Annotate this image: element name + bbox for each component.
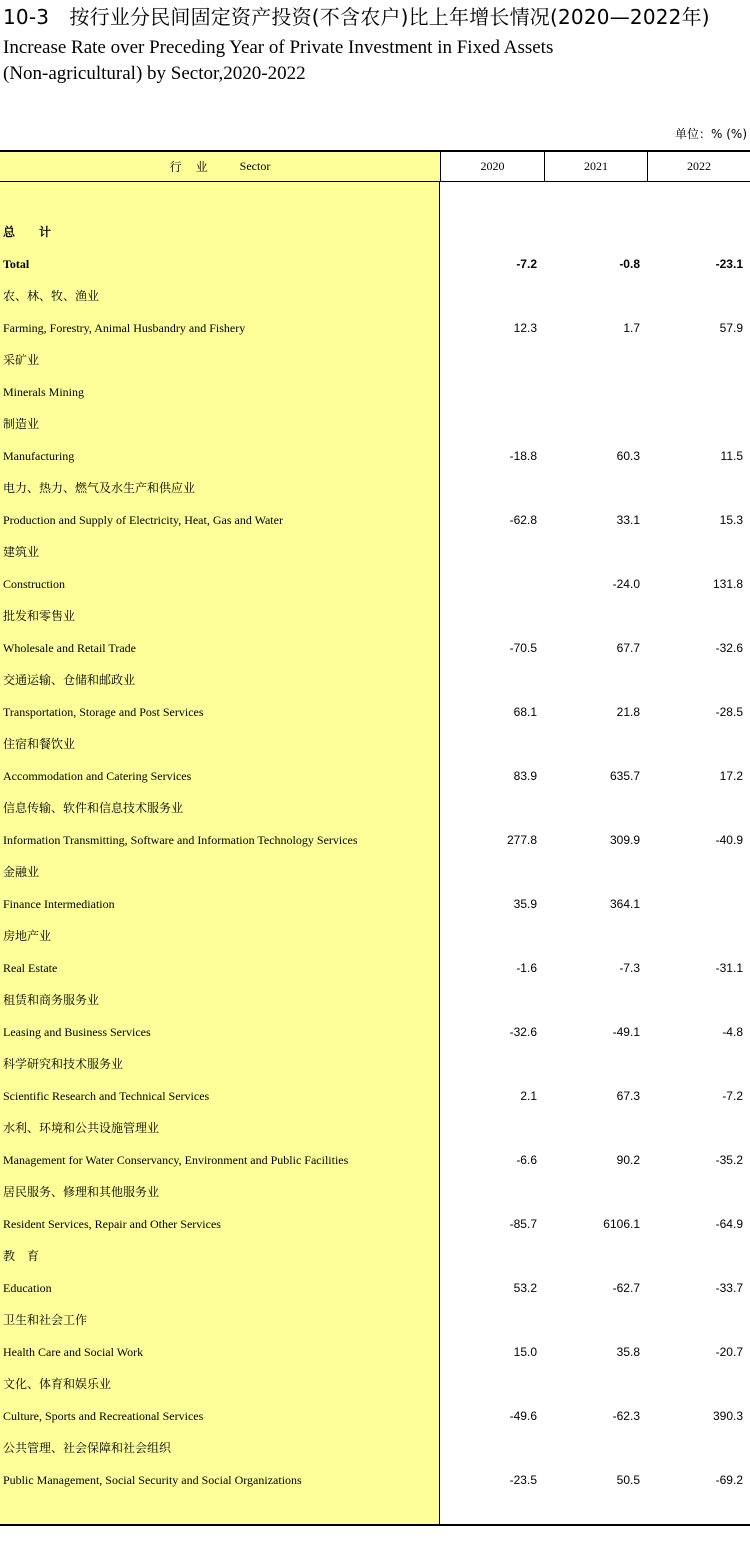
table-row [0, 248, 750, 280]
table-row [0, 536, 750, 568]
sector-name-en: Culture, Sports and Recreational Services [3, 1409, 204, 1423]
value-2021: -0.8 [619, 257, 640, 271]
value-2020: -32.6 [509, 1025, 537, 1039]
table-row [0, 696, 750, 728]
sector-name-en: Construction [3, 577, 65, 591]
sector-name-cn: 制造业 [3, 417, 40, 431]
value-2020: 68.1 [513, 705, 537, 719]
sector-name-en: Real Estate [3, 961, 58, 975]
value-2020: -7.2 [516, 257, 537, 271]
table-row [0, 312, 750, 344]
value-2020: -49.6 [509, 1409, 537, 1423]
value-2020: 35.9 [513, 897, 537, 911]
table-row [0, 1432, 750, 1464]
sector-name-en: Public Management, Social Security and Social Organizations [3, 1473, 302, 1487]
value-2020: 2.1 [520, 1089, 537, 1103]
sector-name-cn: 住宿和餐饮业 [3, 737, 76, 751]
table-row [0, 1368, 750, 1400]
table-header [0, 152, 750, 182]
table-row [0, 1144, 750, 1176]
header-year-2022: 2022 [647, 152, 750, 181]
unit-label: 单位：% (%) [675, 127, 747, 141]
value-2021: 309.9 [609, 833, 640, 847]
sector-name-cn: 卫生和社会工作 [3, 1313, 88, 1327]
sector-name-cn: 总 计 [3, 225, 52, 239]
table-row [0, 664, 750, 696]
sector-name-cn: 农、林、牧、渔业 [3, 289, 100, 303]
table-row [0, 632, 750, 664]
header-sector-en: Sector [239, 159, 271, 173]
sector-name-cn: 租赁和商务服务业 [3, 993, 100, 1007]
value-2022: -64.9 [715, 1217, 743, 1231]
table-row [0, 1336, 750, 1368]
value-2020: -62.8 [509, 513, 537, 527]
sector-name-en: Scientific Research and Technical Services [3, 1089, 210, 1103]
value-2021: -49.1 [612, 1025, 640, 1039]
table-row [0, 1176, 750, 1208]
sector-name-en: Production and Supply of Electricity, Heat, Gas and Water [3, 513, 283, 527]
table-row [0, 856, 750, 888]
sector-name-en: Health Care and Social Work [3, 1345, 144, 1359]
sector-name-cn: 交通运输、仓储和邮政业 [3, 673, 136, 687]
sector-name-cn: 信息传输、软件和信息技术服务业 [3, 801, 184, 815]
sector-name-cn: 批发和零售业 [3, 609, 76, 623]
value-2022: -32.6 [715, 641, 743, 655]
sector-name-en: Total [3, 257, 30, 271]
sector-name-en: Transportation, Storage and Post Services [3, 705, 204, 719]
value-2021: 90.2 [616, 1153, 640, 1167]
table-row [0, 792, 750, 824]
value-2021: 60.3 [616, 449, 640, 463]
value-2020: -1.6 [516, 961, 537, 975]
header-sector-cn: 行业 [169, 160, 222, 174]
value-2021: 33.1 [616, 513, 640, 527]
value-2020: -18.8 [509, 449, 537, 463]
value-2020: -23.5 [509, 1473, 537, 1487]
table-title-en [3, 35, 553, 87]
value-2022: 131.8 [712, 577, 743, 591]
value-2021: 67.7 [616, 641, 640, 655]
sector-name-cn: 建筑业 [3, 545, 40, 559]
value-2020: -85.7 [509, 1217, 537, 1231]
table-row [0, 1016, 750, 1048]
value-2020: 12.3 [513, 321, 537, 335]
sector-name-cn: 金融业 [3, 865, 40, 879]
table-row [0, 216, 750, 248]
value-2021: 35.8 [616, 1345, 640, 1359]
table-row [0, 1304, 750, 1336]
table-row [0, 600, 750, 632]
value-2022: -7.2 [722, 1089, 743, 1103]
table-row [0, 1272, 750, 1304]
table-row [0, 920, 750, 952]
table-row [0, 408, 750, 440]
table-body [0, 216, 750, 1496]
sector-name-en: Management for Water Conservancy, Environment and Public Facilities [3, 1153, 349, 1167]
table-row [0, 824, 750, 856]
table-row [0, 440, 750, 472]
table-row [0, 728, 750, 760]
table-row [0, 1240, 750, 1272]
value-2021: 6106.1 [603, 1217, 640, 1231]
sector-name-en: Education [3, 1281, 52, 1295]
value-2021: -7.3 [619, 961, 640, 975]
value-2020: 277.8 [506, 833, 537, 847]
sector-name-en: Resident Services, Repair and Other Services [3, 1217, 221, 1231]
sector-name-en: Finance Intermediation [3, 897, 115, 911]
value-2022: 15.3 [719, 513, 743, 527]
value-2020: 83.9 [513, 769, 537, 783]
table-row [0, 280, 750, 312]
table-row [0, 1400, 750, 1432]
data-table [0, 150, 750, 1526]
value-2022: 57.9 [719, 321, 743, 335]
table-title-en-line2: (Non-agricultural) by Sector,2020-2022 [3, 63, 306, 84]
sector-name-en: Farming, Forestry, Animal Husbandry and Fishery [3, 321, 246, 335]
table-row [0, 1464, 750, 1496]
value-2021: -62.7 [612, 1281, 640, 1295]
value-2022: -69.2 [715, 1473, 743, 1487]
value-2021: 635.7 [609, 769, 640, 783]
sector-name-en: Leasing and Business Services [3, 1025, 151, 1039]
value-2022: -4.8 [722, 1025, 743, 1039]
table-row [0, 472, 750, 504]
value-2022: 17.2 [719, 769, 743, 783]
value-2021: 364.1 [609, 897, 640, 911]
sector-name-cn: 居民服务、修理和其他服务业 [3, 1185, 160, 1199]
header-sector [0, 152, 440, 181]
sector-name-cn: 公共管理、社会保障和社会组织 [3, 1441, 172, 1455]
table-row [0, 1112, 750, 1144]
sector-name-en: Wholesale and Retail Trade [3, 641, 136, 655]
value-2022: 11.5 [720, 449, 743, 463]
sector-name-en: Accommodation and Catering Services [3, 769, 192, 783]
value-2021: 21.8 [616, 705, 640, 719]
table-row [0, 568, 750, 600]
value-2021: -24.0 [612, 577, 640, 591]
table-row [0, 984, 750, 1016]
sector-name-cn: 文化、体育和娱乐业 [3, 1377, 112, 1391]
table-row [0, 1208, 750, 1240]
sector-name-cn: 采矿业 [3, 353, 40, 367]
value-2022: -33.7 [715, 1281, 743, 1295]
value-2022: -35.2 [715, 1153, 743, 1167]
value-2020: 15.0 [513, 1345, 537, 1359]
table-row [0, 760, 750, 792]
value-2022: 390.3 [712, 1409, 743, 1423]
value-2022: -28.5 [715, 705, 743, 719]
header-year-2021: 2021 [544, 152, 647, 181]
value-2021: 67.3 [616, 1089, 640, 1103]
sector-name-cn: 电力、热力、燃气及水生产和供应业 [3, 481, 196, 495]
value-2021: -62.3 [612, 1409, 640, 1423]
value-2021: 50.5 [616, 1473, 640, 1487]
sector-name-en: Manufacturing [3, 449, 75, 463]
table-row [0, 1048, 750, 1080]
sector-name-cn: 教 育 [3, 1249, 40, 1263]
value-2020: 53.2 [513, 1281, 537, 1295]
sector-name-cn: 水利、环境和公共设施管理业 [3, 1121, 160, 1135]
table-row [0, 376, 750, 408]
table-row [0, 504, 750, 536]
value-2022: -23.1 [715, 257, 743, 271]
table-row [0, 1080, 750, 1112]
table-row [0, 952, 750, 984]
value-2020: -6.6 [516, 1153, 537, 1167]
table-row [0, 888, 750, 920]
table-title-cn: 10-3 按行业分民间固定资产投资(不含农户)比上年增长情况(2020—2022年) [3, 5, 710, 29]
table-row [0, 344, 750, 376]
sector-name-en: Minerals Mining [3, 385, 84, 399]
value-2020: -70.5 [509, 641, 537, 655]
header-year-2020: 2020 [440, 152, 544, 181]
sector-name-cn: 房地产业 [3, 929, 52, 943]
value-2021: 1.7 [623, 321, 640, 335]
sector-name-cn: 科学研究和技术服务业 [3, 1057, 124, 1071]
table-title-en-line1: Increase Rate over Preceding Year of Private Investment in Fixed Assets [3, 37, 554, 58]
value-2022: -31.1 [715, 961, 743, 975]
value-2022: -40.9 [715, 833, 743, 847]
value-2022: -20.7 [715, 1345, 743, 1359]
sector-name-en: Information Transmitting, Software and Information Technology Services [3, 833, 358, 847]
